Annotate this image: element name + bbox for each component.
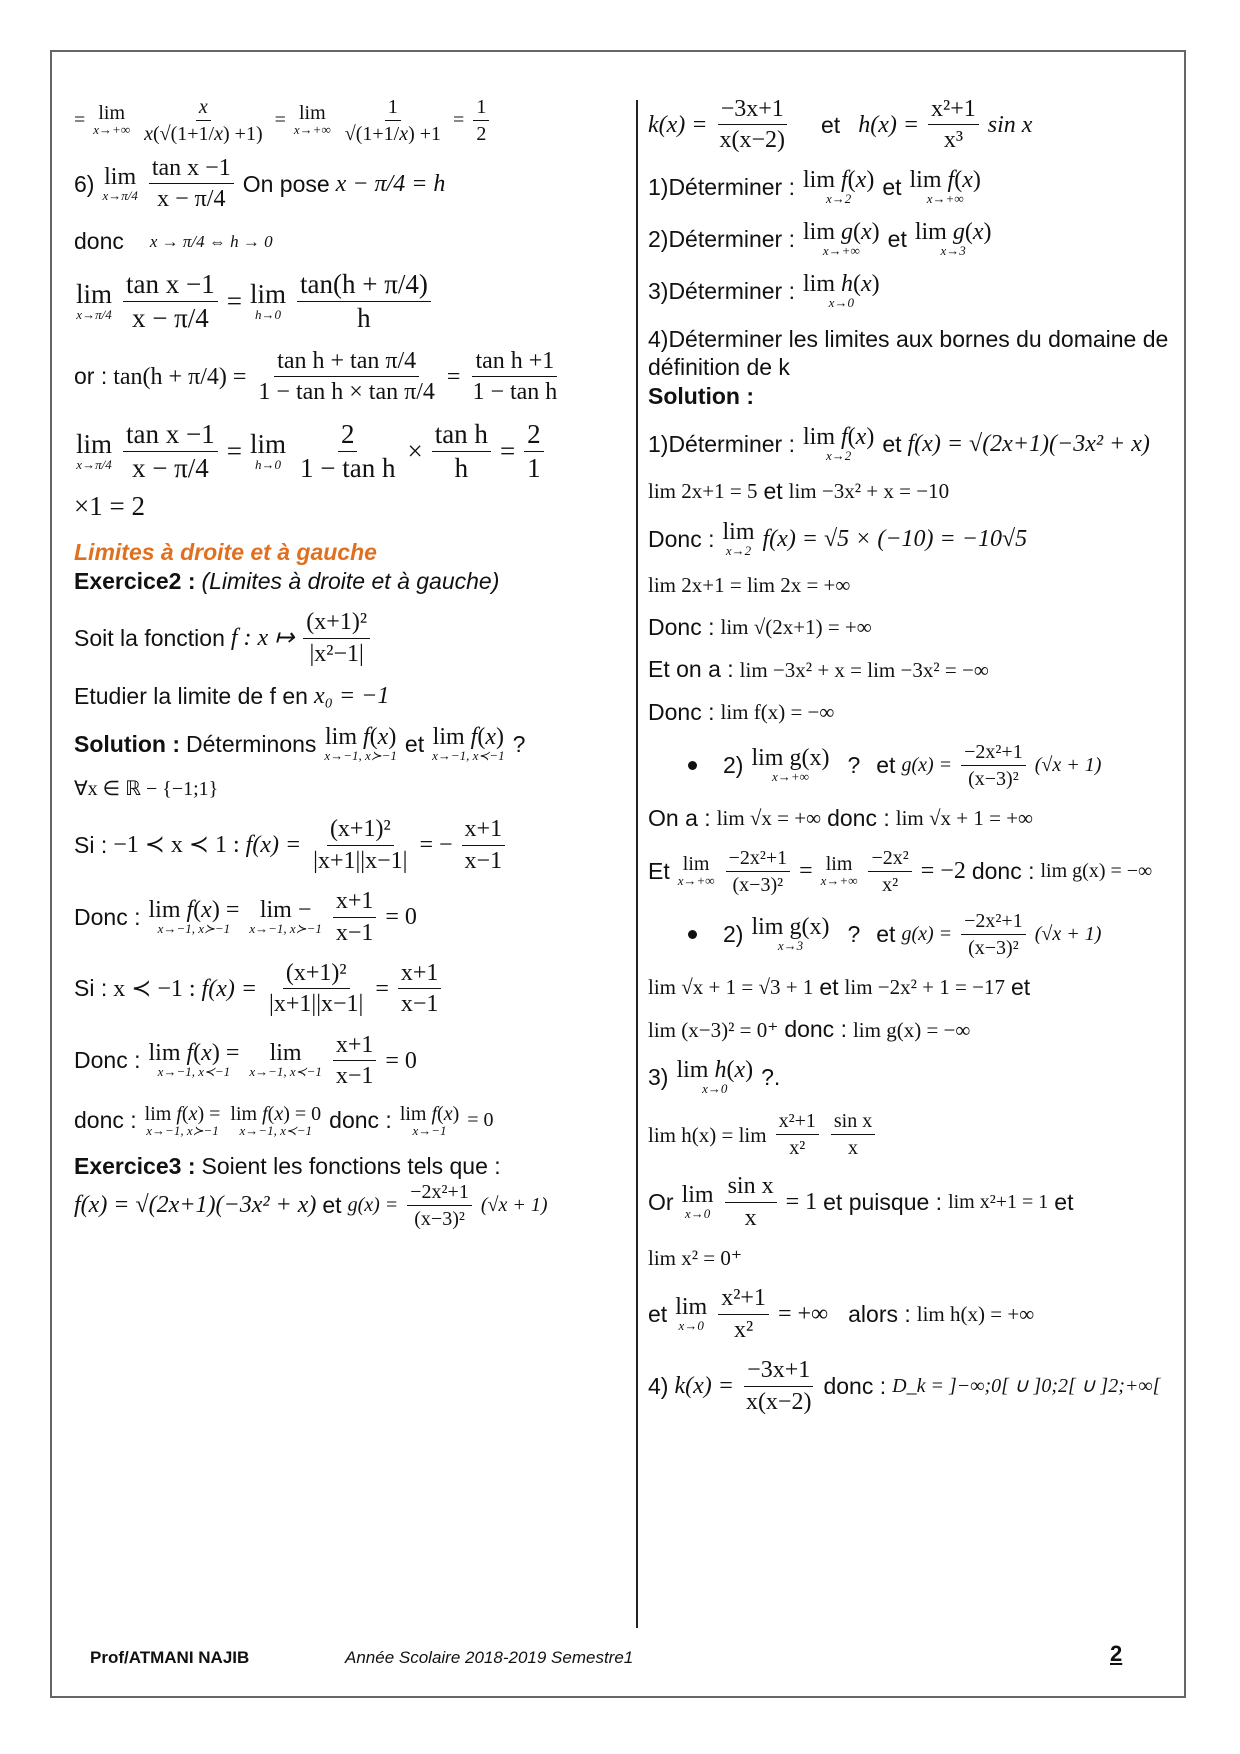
bullet-2-infinity: 2) lim g(x) x→+∞ ? et g(x) = $\frac{\text{−2x²+1}}{\text{(x−3)²}}$ (√x + 1) — [648, 741, 1176, 790]
solution-3-a: lim √x + 1 = √3 + 1 et lim −2x² + 1 = −17 et — [648, 973, 1031, 1000]
h-decomposition: lim h(x) = lim x²+1 x² sin x x — [648, 1110, 1176, 1159]
left-column — [74, 96, 622, 1244]
section-title: Limites à droite et à gauche — [74, 538, 377, 565]
limit-line-1: = lim x→+∞ $\frac{x}{x(√(1+1/x) +1)}$ = lim x→+∞ $\frac{1}{√(1+1/x) +1}$ = $\frac{1}{2}$ — [74, 96, 622, 145]
case-2-result: Donc : lim f(x) = x→−1, x≺−1 lim x→−1, x≺−1 $\frac{x+1}{x-1}$ = 0 — [74, 1031, 417, 1090]
domain-k: 4) k(x) = $\frac{-3x+1}{x(x-2)}$ donc : D_k = ]−∞;0[ ∪ ]0;2[ ∪ ]2;+∞[ — [648, 1357, 1161, 1415]
solution-1-f: Et on a : lim −3x² + x = lim −3x² = −∞ — [648, 656, 989, 683]
question-3-h: 3) lim h(x) x→0 ?. — [648, 1057, 781, 1097]
footer-year: Année Scolaire 2018-2019 Semestre1 — [345, 1648, 634, 1667]
result-line: lim x→π/4 $\frac{\text{tan x −1}}{x - \pi/4}$ = lim h→0 $\frac{2}{\text{1 − tan h}}$ × $\frac{\text{tan h}}{h}$ = $\frac{2}{1}$ ×1 = 2 — [74, 420, 622, 524]
exercise-2-statement: Soit la fonction f : x ↦ (x+1)² |x²−1| — [74, 609, 622, 667]
bullet-icon — [688, 930, 697, 939]
solution-2-b: Et lim x→+∞ $\frac{\text{−2x²+1}}{\text{(x−3)²}}$ = lim x→+∞ $\frac{\text{−2x²}}{\text{x²}}$ = −2 donc : lim g(x) = −∞ — [648, 846, 1153, 896]
question-1: 1)Déterminer : lim f(x) x→2 et lim f(x) x→+∞ — [648, 166, 981, 206]
solution-1-d: lim 2x+1 = lim 2x = +∞ — [648, 573, 851, 598]
question-4: 4)Déterminer les limites aux bornes du domaine de définition de k — [648, 325, 1169, 381]
exercise-2-title: Exercice2 : (Limites à droite et à gauche) — [74, 567, 500, 594]
exercise-3-functions: f(x) = √(2x+1)(−3x² + x) et g(x) = $\frac{\text{−2x²+1}}{\text{(x−3)²}}$ (√x + 1) — [74, 1180, 548, 1230]
bullet-icon — [688, 761, 697, 770]
footer-author: Prof/ATMANI NAJIB — [90, 1648, 250, 1667]
case-1-result: Donc : lim f(x) = x→−1, x≻−1 lim − x→−1, x≻−1 $\frac{x+1}{x-1}$ = 0 — [74, 888, 417, 946]
question-6: 6) lim x→π/4 tan x −1 x − π/4 On pose x − π/4 = h — [74, 155, 446, 213]
bullet-2-three: 2) lim g(x) x→3 ? et g(x) = $\frac{\text{−2x²+1}}{\text{(x−3)²}}$ (√x + 1) — [648, 910, 1176, 959]
exercise-2-question: Etudier la limite de f en x₀ = −1 — [74, 682, 390, 710]
solution-1-a: lim 2x+1 = 5 et lim −3x² + x = −10 — [648, 478, 950, 505]
donc-line-1: donc x → π/4 ⇔ h → 0 — [74, 227, 273, 254]
question-2: 2)Déterminer : lim g(x) x→+∞ et lim g(x) x→3 — [648, 219, 992, 259]
exercise-2-solution: Solution : Déterminons lim f(x) x→−1, x≻−1 et lim f(x) x→−1, x≺−1 ? — [74, 724, 526, 764]
solution-1-def: 1)Déterminer : lim f(x) x→2 et f(x) = √(2x+1)(−3x² + x) — [648, 423, 1150, 463]
page-number: 2 — [1110, 1641, 1123, 1666]
solution-1-c: Donc : lim x→2 f(x) = √5 × (−10) = −10√5 — [648, 518, 1028, 558]
solution-3-b: lim (x−3)² = 0⁺ donc : lim g(x) = −∞ — [648, 1016, 971, 1043]
solution-title: Solution : — [648, 383, 755, 410]
big-limit-1: lim x→π/4 $\frac{\text{tan x −1}}{x - \pi/4}$ = lim h→0 tan(h + π/4) h — [74, 270, 622, 334]
exercise-3-title: Exercice3 : Soient les fonctions tels que : — [74, 1152, 501, 1179]
case-1: Si : −1 ≺ x ≺ 1 : f(x) = $\frac{\text{(x+1)²}}{|x+1||x-1|}$ = − $\frac{x+1}{x-1}$ — [74, 816, 622, 874]
lim-x2: lim x² = 0⁺ — [648, 1246, 742, 1271]
k-h-definitions: k(x) = $\frac{-3x+1}{x(x-2)}$ et h(x) = $\frac{\text{x²+1}}{\text{x³}}$ sin x — [648, 96, 1033, 154]
question-3: 3)Déterminer : lim h(x) x→0 — [648, 271, 880, 311]
right-column — [648, 96, 1176, 1415]
column-divider — [636, 100, 638, 1628]
case-2: Si : x ≺ −1 : f(x) = $\frac{\text{(x+1)²}}{|x+1||x-1|}$ = $\frac{x+1}{x-1}$ — [74, 960, 622, 1018]
solution-1-e: Donc : lim √(2x+1) = +∞ — [648, 613, 872, 640]
solution-2-a: On a : lim √x = +∞ donc : lim √x + 1 = +∞ — [648, 804, 1034, 831]
or-line: or : tan(h + π/4) = $\frac{\text{tan h + tan π/4}}{\text{1 − tan h × tan π/4}}$ = $\frac{\text{tan h +1}}{\text{1 − tan h}}$ — [74, 347, 558, 406]
alors-line: et lim x→0 $\frac{\text{x²+1}}{\text{x²}}$ = +∞ alors : lim h(x) = +∞ — [648, 1285, 1035, 1343]
domain-line: ∀x ∈ ℝ − {−1;1} — [74, 778, 219, 801]
conclusion-line: donc : lim f(x) = x→−1, x≻−1 lim f(x) = 0 x→−1, x≺−1 donc : lim f(x) x→−1 = 0 — [74, 1102, 494, 1138]
solution-1-g: Donc : lim f(x) = −∞ — [648, 699, 835, 726]
or-line-right: Or lim x→0 $\frac{\text{sin x}}{x}$ = 1 et puisque : lim x²+1 = 1 et — [648, 1173, 1074, 1231]
